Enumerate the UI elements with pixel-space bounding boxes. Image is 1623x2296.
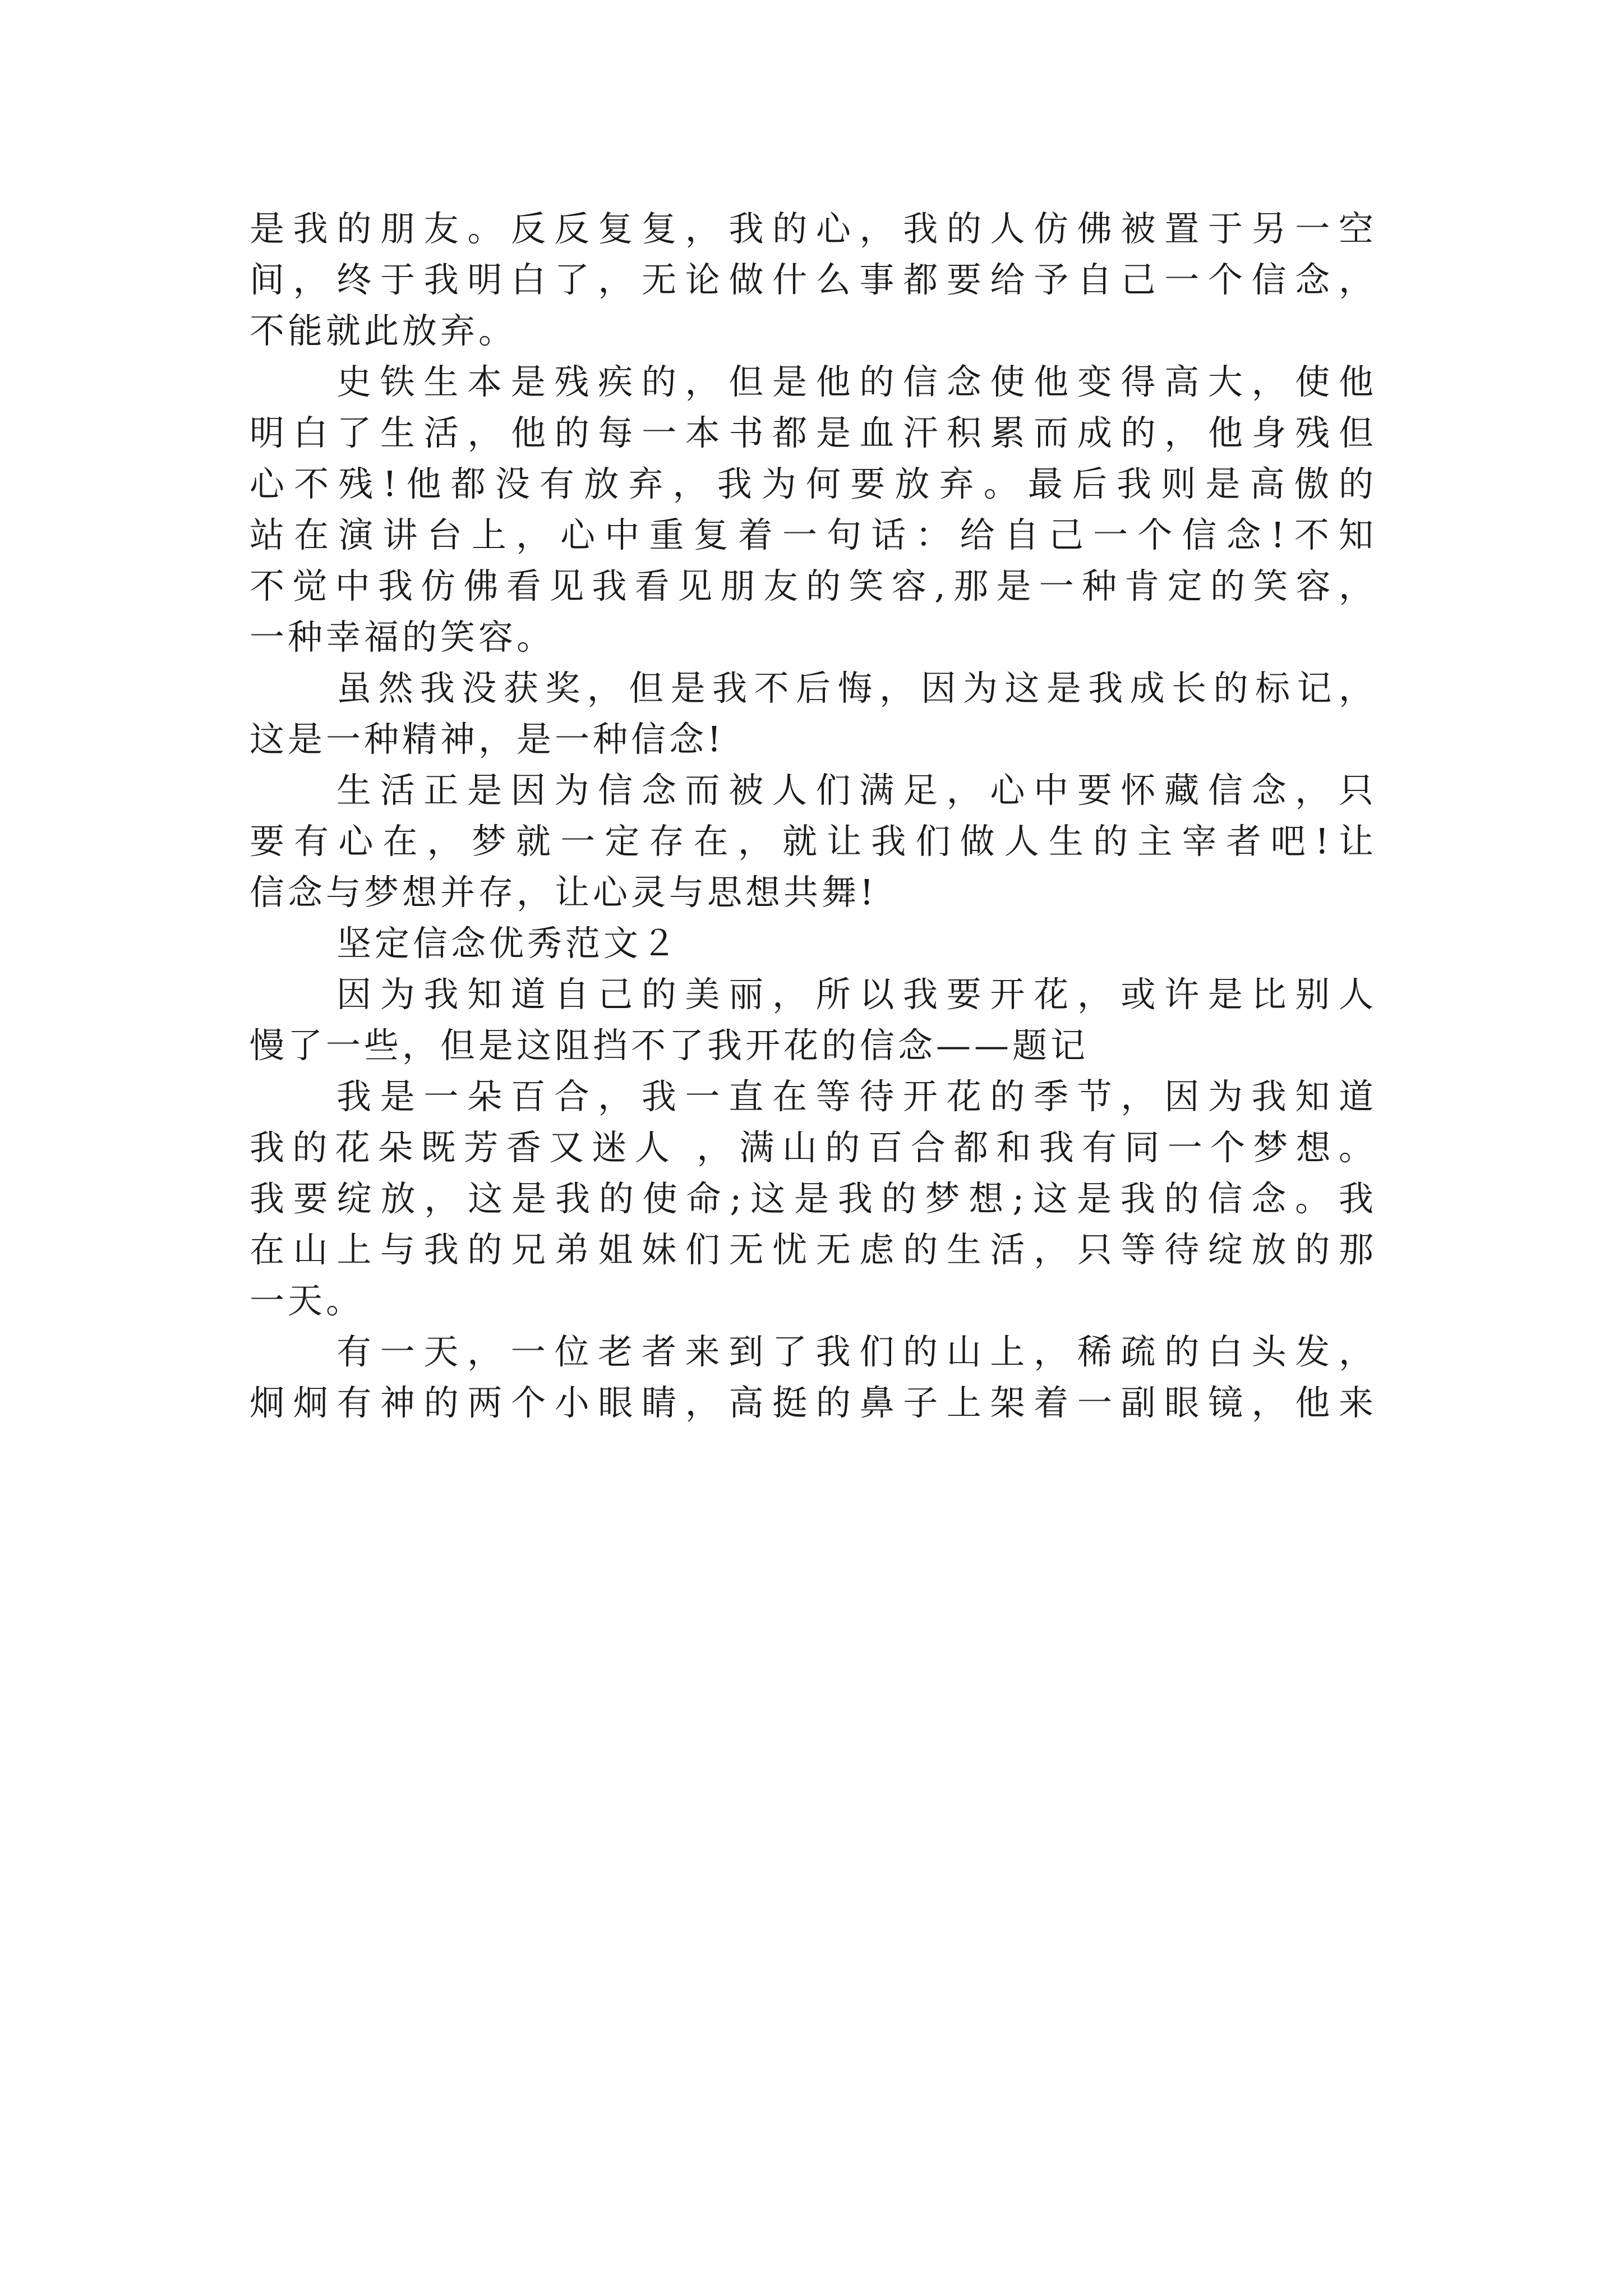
text-line: 慢了一些，但是这阻挡不了我开花的信念——题记 [250,1025,1089,1066]
paragraph [250,662,1377,765]
section-heading [250,918,1377,969]
text-line: 有一天，一位老者来到了我们的山上，稀疏的白头发， [336,1331,1377,1372]
text-line: 信念与梦想并存，让心灵与思想共舞! [250,872,877,913]
text-line: 间，终于我明白了，无论做什么事都要给予自己一个信念， [250,259,1377,300]
text-line: 站在演讲台上，心中重复着一句话：给自己一个信念!不知 [250,514,1377,555]
text-line: 因为我知道自己的美丽，所以我要开花，或许是比别人 [336,974,1377,1015]
paragraph [250,1326,1377,1428]
document-body [250,203,1377,1428]
section-title: 坚定信念优秀范文２ [336,923,680,964]
text-line: 不能就此放弃。 [250,310,517,351]
text-line: 炯炯有神的两个小眼睛，高挺的鼻子上架着一副眼镜，他来 [250,1382,1377,1423]
text-line: 生活正是因为信念而被人们满足，心中要怀藏信念，只 [336,770,1377,811]
text-line: 虽然我没获奖，但是我不后悔，因为这是我成长的标记， [336,668,1377,708]
paragraph [250,203,1377,356]
paragraph [250,765,1377,918]
text-line: 我是一朵百合，我一直在等待开花的季节，因为我知道 [336,1076,1377,1117]
paragraph [250,1071,1377,1326]
text-line: 在山上与我的兄弟姐妹们无忧无虑的生活，只等待绽放的那 [250,1229,1377,1270]
text-line: 我要绽放，这是我的使命;这是我的梦想;这是我的信念。我 [250,1178,1377,1219]
text-line: 是我的朋友。反反复复，我的心，我的人仿佛被置于另一空 [250,208,1377,249]
text-line: 一种幸福的笑容。 [250,616,555,657]
text-line: 不觉中我仿佛看见我看见朋友的笑容,那是一种肯定的笑容， [250,565,1377,606]
text-line: 要有心在，梦就一定存在，就让我们做人生的主宰者吧!让 [250,821,1377,862]
paragraph [250,969,1377,1071]
text-line: 心不残!他都没有放弃，我为何要放弃。最后我则是高傲的 [250,463,1377,504]
text-line: 这是一种精神，是一种信念! [250,719,725,760]
text-line: 史铁生本是残疾的，但是他的信念使他变得高大，使他 [336,361,1377,402]
text-line: 明白了生活，他的每一本书都是血汗积累而成的，他身残但 [250,412,1377,453]
text-line: 一天。 [250,1280,365,1321]
paragraph [250,356,1377,662]
text-line: 我的花朵既芳香又迷人 ，满山的百合都和我有同一个梦想。 [250,1127,1377,1168]
